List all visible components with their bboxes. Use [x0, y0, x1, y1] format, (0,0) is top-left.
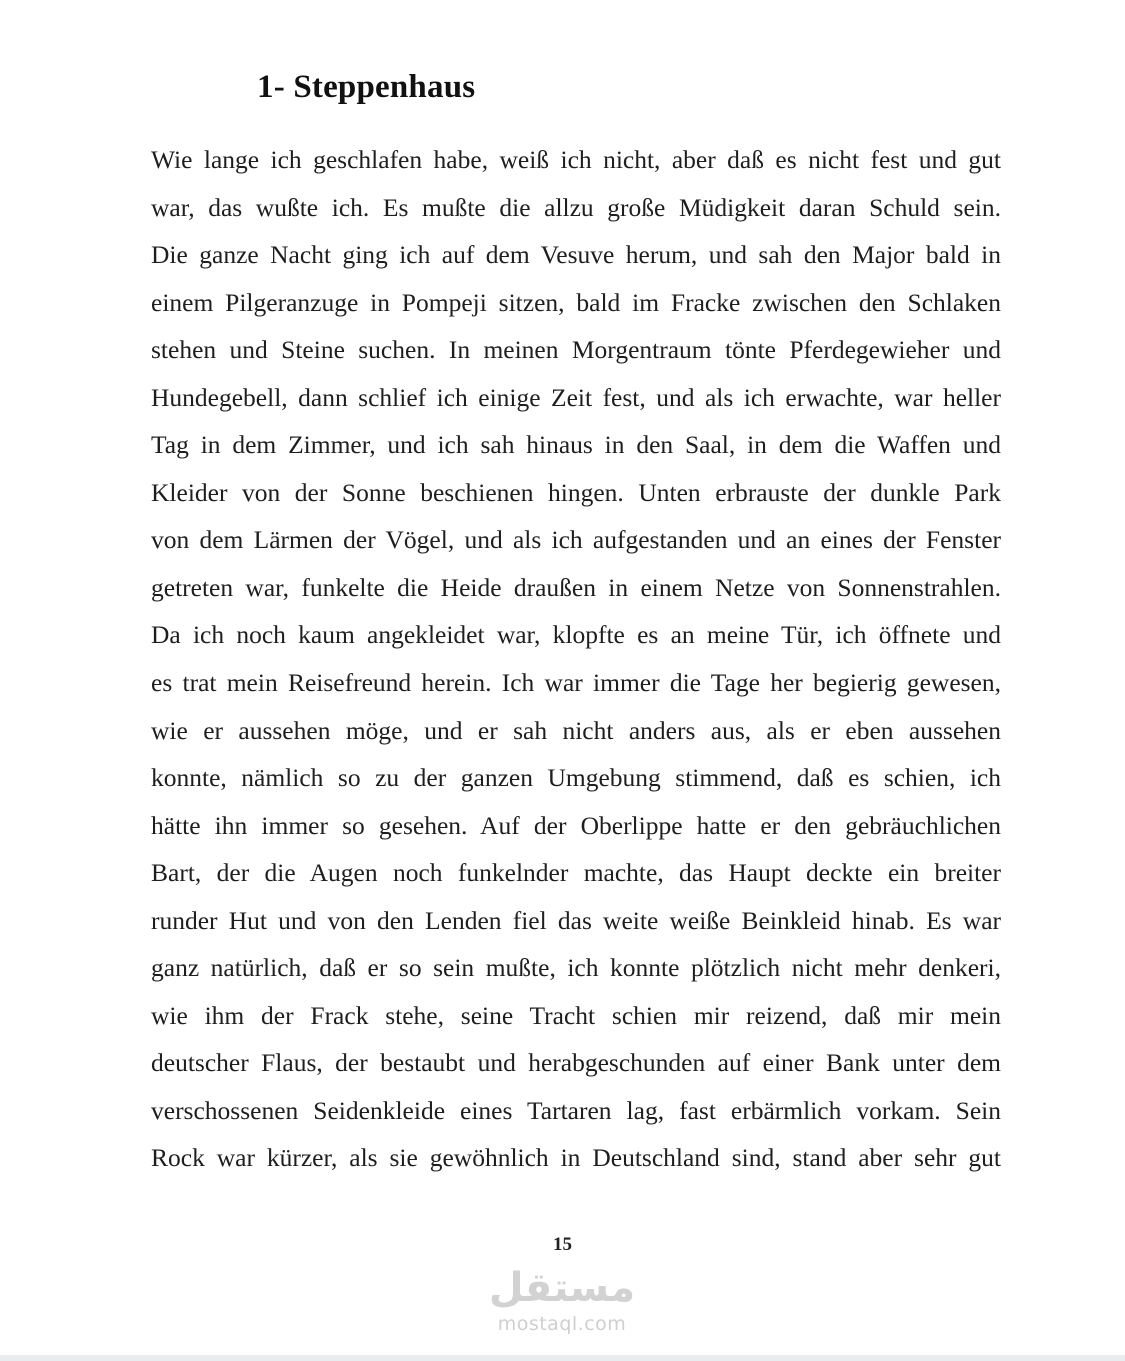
text-line: wie er aussehen möge, und er sah nicht anders aus, als er eben aussehen [151, 715, 1001, 745]
text-line: Kleider von der Sonne beschienen hingen. Unten erbrauste der dunkle Park [151, 477, 1001, 507]
text-line: Da ich noch kaum angekleidet war, klopfte es an meine Tür, ich öffnete und [151, 620, 1001, 650]
text-line: war, das wußte ich. Es mußte die allzu große Müdigkeit daran Schuld sein. [151, 192, 1001, 222]
text-line: es trat mein Reisefreund herein. Ich war immer die Tage her begierig gewesen, [151, 668, 1001, 698]
text-line: deutscher Flaus, der bestaubt und herabgeschunden auf einer Bank unter dem [151, 1048, 1001, 1078]
text-line: runder Hut und von den Lenden fiel das weite weiße Beinkleid hinab. Es war [151, 905, 1001, 935]
text-line: verschossenen Seidenkleide eines Tartaren lag, fast erbärmlich vorkam. Sein [151, 1095, 1001, 1125]
text-line: Tag in dem Zimmer, und ich sah hinaus in den Saal, in dem die Waffen und [151, 430, 1001, 460]
text-line: einem Pilgeranzuge in Pompeji sitzen, bald im Fracke zwischen den Schlaken [151, 287, 1001, 317]
page-number: 15 [553, 1234, 572, 1255]
watermark-logo: مستقل [488, 1265, 636, 1311]
watermark [462, 1262, 662, 1338]
text-line: Rock war kürzer, als sie gewöhnlich in Deutschland sind, stand aber sehr gut [151, 1143, 1001, 1173]
text-line: wie ihm der Frack stehe, seine Tracht schien mir reizend, daß mir mein [151, 1000, 1001, 1030]
text-line: getreten war, funkelte die Heide draußen in einem Netze von Sonnenstrahlen. [151, 572, 1001, 602]
body-paragraph [151, 136, 1001, 1182]
text-line: von dem Lärmen der Vögel, und als ich aufgestanden und an eines der Fenster [151, 525, 1001, 555]
watermark-url: mostaql.com [497, 1313, 627, 1335]
text-line: Bart, der die Augen noch funkelnder machte, das Haupt deckte ein breiter [151, 858, 1001, 888]
text-line: Hundegebell, dann schlief ich einige Zeit fest, und als ich erwachte, war heller [151, 382, 1001, 412]
text-line: Die ganze Nacht ging ich auf dem Vesuve herum, und sah den Major bald in [151, 240, 1001, 270]
text-line: Wie lange ich geschlafen habe, weiß ich nicht, aber daß es nicht fest und gut [151, 145, 1001, 174]
text-line: hätte ihn immer so gesehen. Auf der Oberlippe hatte er den gebräuchlichen [151, 810, 1001, 840]
text-line: konnte, nämlich so zu der ganzen Umgebung stimmend, daß es schien, ich [151, 763, 1001, 793]
page-bottom-edge [0, 1355, 1125, 1361]
text-line: stehen und Steine suchen. In meinen Morgentraum tönte Pferdegewieher und [151, 335, 1001, 365]
chapter-title: 1- Steppenhaus [257, 69, 476, 105]
text-line: ganz natürlich, daß er so sein mußte, ich konnte plötzlich nicht mehr denkeri, [151, 953, 1001, 983]
